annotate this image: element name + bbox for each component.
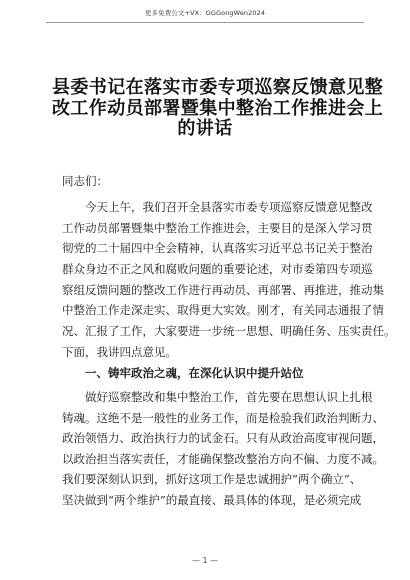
section-paragraph — [62, 387, 384, 511]
paragraph-line: 做好巡察整改和集中整治工作，首先要在思想认识上扎根 — [85, 390, 373, 404]
paragraph-line: 坚决做到“两个维护”的最直接、最具体的体现，是必须完成 — [62, 492, 362, 507]
paragraph-line: 铸魂。这绝不是一般性的业务工作，而是检验我们政治判断力、 — [62, 410, 384, 425]
paragraph-line: 察组反馈问题的整改工作进行再动员、再部署、再推进，推动集 — [62, 282, 384, 297]
paragraph-line: 中整治工作走深走实、取得更大实效。刚才，有关同志通报了情 — [62, 303, 384, 318]
paragraph-line: 政治领悟力、政治执行力的试金石。只有从政治高度审视问题， — [62, 431, 384, 446]
paragraph-line: 况、汇报了工作，大家要进一步统一思想、明确任务、压实责任。 — [62, 324, 396, 339]
section-heading: 一、铸牢政治之魂，在深化认识中提升站位 — [85, 366, 304, 380]
paragraph-line: 我们要深刻认识到，抓好这项工作是忠诚拥护“两个确立”、 — [62, 472, 362, 487]
paragraph-line: 群众身边不正之风和腐败问题的重要论述，对市委第四专项巡 — [62, 262, 373, 277]
page-number: — 1 — — [191, 556, 219, 565]
header-watermark: 更多免费公文+VX：GGGongWen2024 — [144, 9, 266, 17]
title-line: 的讲话 — [177, 118, 233, 139]
intro-paragraph — [62, 197, 396, 363]
title-line: 县委书记在落实市委专项巡察反馈意见整 — [52, 77, 384, 98]
salutation: 同志们： — [62, 174, 108, 188]
paragraph-line: 今天上午，我们召开全县落实市委专项巡察反馈意见整改 — [85, 200, 373, 214]
paragraph-line: 彻党的二十届四中全会精神，认真落实习近平总书记关于整治 — [62, 241, 373, 256]
paragraph-line: 以政治担当落实责任，才能确保整改整治方向不偏、力度不减。 — [62, 451, 384, 466]
title-line: 改工作动员部署暨集中整治工作推进会上 — [52, 97, 384, 119]
paragraph-line: 工作动员部署暨集中整治工作推进会，主要目的是深入学习贯 — [62, 220, 373, 235]
paragraph-line: 下面，我讲四点意见。 — [62, 344, 177, 359]
header-divider — [46, 22, 364, 23]
document-title — [52, 77, 384, 140]
